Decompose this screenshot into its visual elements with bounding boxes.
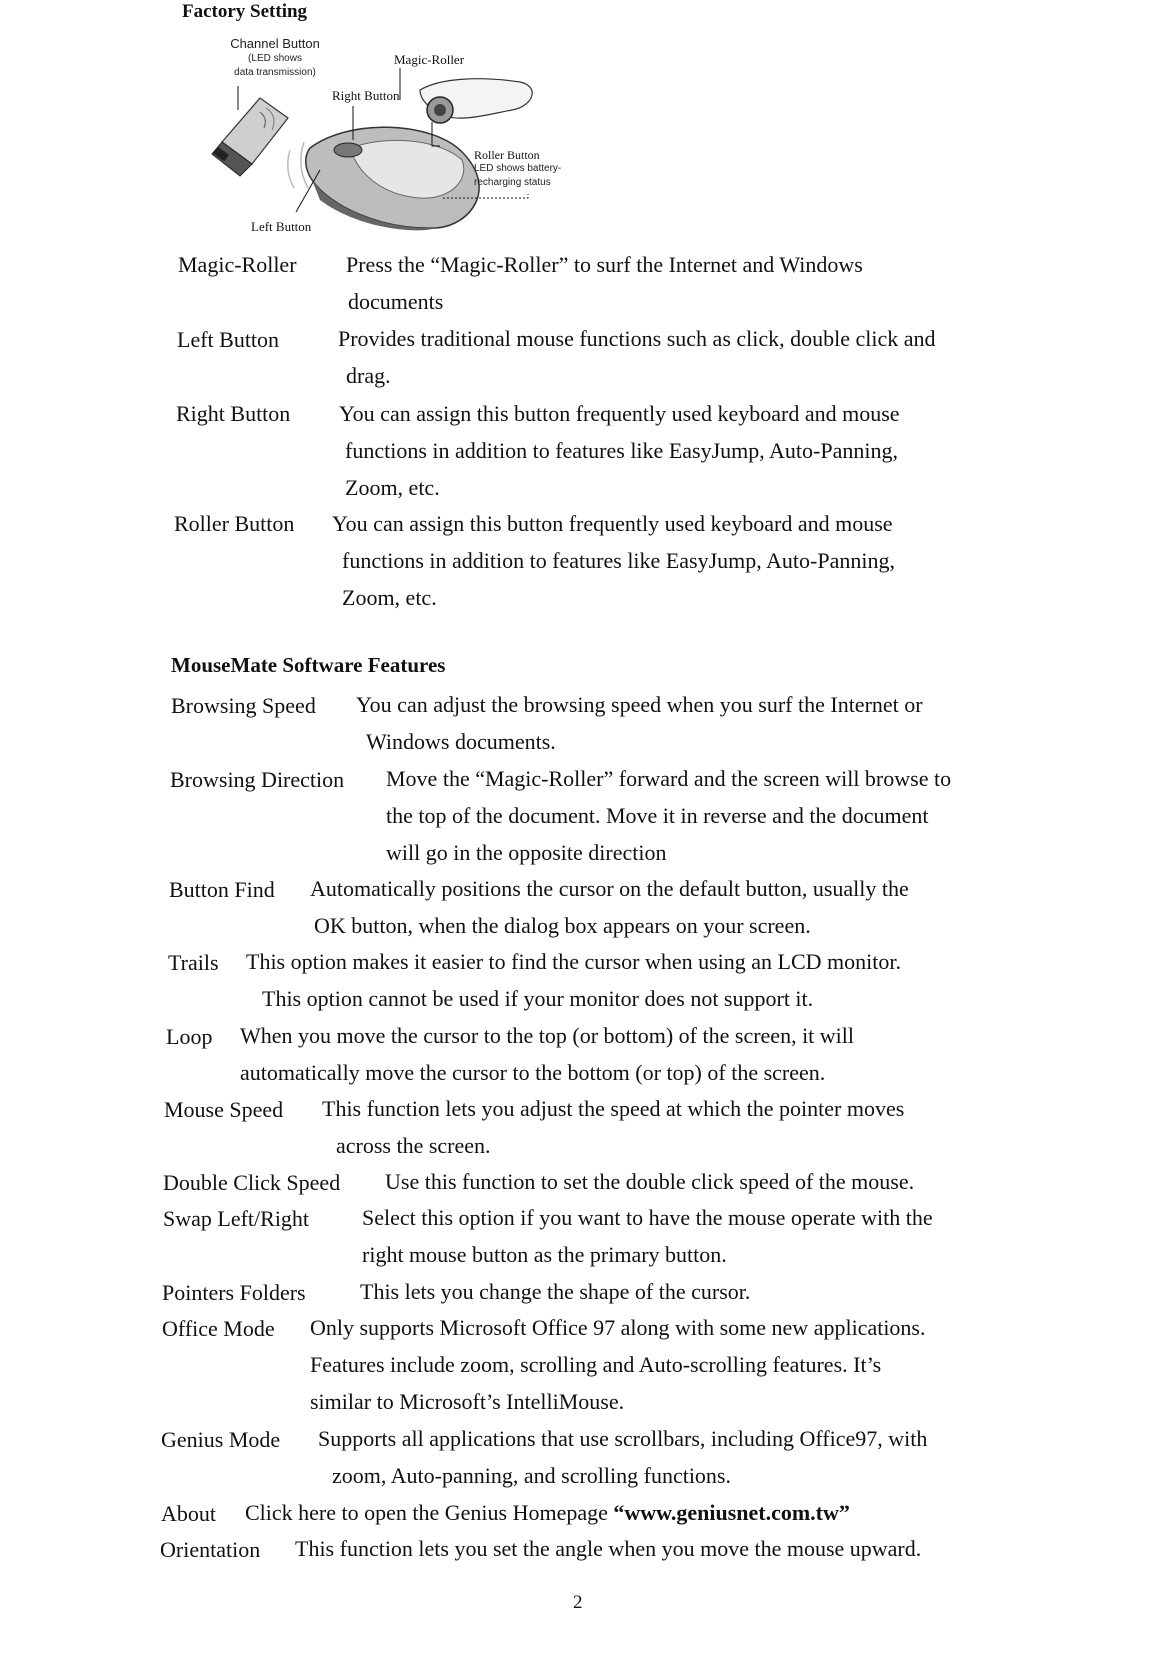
term-mouse-speed: Mouse Speed bbox=[164, 1097, 284, 1122]
desc-roller-button bbox=[332, 505, 895, 616]
desc-line: You can adjust the browsing speed when you surf the Internet or bbox=[356, 692, 923, 717]
desc-line: This option cannot be used if your monitor does not support it. bbox=[262, 986, 814, 1011]
term-right-button: Right Button bbox=[176, 401, 291, 426]
desc-office-mode bbox=[310, 1309, 926, 1420]
desc-line: similar to Microsoft’s IntelliMouse. bbox=[310, 1389, 625, 1414]
desc-line: Use this function to set the double click speed of the mouse. bbox=[385, 1169, 915, 1194]
callout-channel-button bbox=[223, 37, 327, 79]
desc-line: automatically move the cursor to the bottom (or top) of the screen. bbox=[240, 1060, 826, 1085]
callout-magic-roller: Magic-Roller bbox=[394, 52, 465, 67]
desc-line: This option makes it easier to find the cursor when using an LCD monitor. bbox=[246, 949, 902, 974]
desc-line: This function lets you set the angle when you move the mouse upward. bbox=[295, 1536, 922, 1561]
desc-pointers-folders bbox=[360, 1273, 750, 1310]
desc-line: documents bbox=[348, 289, 444, 314]
desc-line: right mouse button as the primary button. bbox=[362, 1242, 727, 1267]
desc-swap-left-right bbox=[362, 1199, 933, 1273]
term-office-mode: Office Mode bbox=[162, 1316, 275, 1341]
usb-receiver-icon bbox=[212, 98, 288, 176]
desc-line: Supports all applications that use scrollbars, including Office97, with bbox=[318, 1426, 928, 1451]
desc-line: across the screen. bbox=[336, 1133, 491, 1158]
hand-on-roller-icon bbox=[420, 79, 532, 123]
desc-mouse-speed bbox=[322, 1090, 904, 1164]
callout-right-button: Right Button bbox=[332, 88, 400, 103]
term-loop: Loop bbox=[166, 1024, 213, 1049]
desc-line: Zoom, etc. bbox=[342, 585, 437, 610]
desc-line: will go in the opposite direction bbox=[386, 840, 667, 865]
callout-channel-button-title: Channel Button bbox=[230, 36, 320, 51]
callout-roller-button bbox=[474, 148, 561, 190]
desc-line: functions in addition to features like EasyJump, Auto-Panning, bbox=[342, 548, 895, 573]
desc-line: When you move the cursor to the top (or bottom) of the screen, it will bbox=[240, 1023, 855, 1048]
term-about: About bbox=[161, 1501, 216, 1526]
desc-line: drag. bbox=[346, 363, 391, 388]
desc-line: OK button, when the dialog box appears on your screen. bbox=[314, 913, 811, 938]
term-button-find: Button Find bbox=[169, 877, 275, 902]
desc-line: You can assign this button frequently used keyboard and mouse bbox=[332, 511, 893, 536]
desc-line: Click here to open the Genius Homepage bbox=[245, 1500, 608, 1525]
term-browsing-direction: Browsing Direction bbox=[170, 767, 345, 792]
callout-channel-button-note-2: data transmission) bbox=[234, 67, 316, 78]
desc-line: Select this option if you want to have the mouse operate with the bbox=[362, 1205, 933, 1230]
desc-line: Windows documents. bbox=[366, 729, 556, 754]
desc-line: This function lets you adjust the speed at which the pointer moves bbox=[322, 1096, 905, 1121]
desc-trails bbox=[246, 943, 901, 1017]
callout-roller-button-title: Roller Button bbox=[474, 148, 540, 162]
figure-heading: Factory Setting bbox=[182, 1, 308, 22]
desc-loop bbox=[240, 1017, 854, 1091]
desc-browsing-direction bbox=[386, 760, 951, 871]
desc-line: Only supports Microsoft Office 97 along with some new applications. bbox=[310, 1315, 926, 1340]
desc-line: Zoom, etc. bbox=[345, 475, 440, 500]
desc-orientation bbox=[295, 1530, 921, 1567]
desc-line: Automatically positions the cursor on the default button, usually the bbox=[310, 876, 909, 901]
desc-line: This lets you change the shape of the cursor. bbox=[360, 1279, 751, 1304]
desc-browsing-speed bbox=[356, 686, 923, 760]
desc-magic-roller bbox=[346, 246, 863, 320]
desc-line: Press the “Magic-Roller” to surf the Internet and Windows bbox=[346, 252, 863, 277]
desc-line: You can assign this button frequently used keyboard and mouse bbox=[339, 401, 900, 426]
desc-line: zoom, Auto-panning, and scrolling functions. bbox=[332, 1463, 731, 1488]
mouse-icon bbox=[306, 127, 479, 230]
callout-channel-button-note-1: (LED shows bbox=[248, 53, 302, 64]
desc-line: functions in addition to features like EasyJump, Auto-Panning, bbox=[345, 438, 898, 463]
term-magic-roller: Magic-Roller bbox=[178, 252, 297, 277]
term-swap-left-right: Swap Left/Right bbox=[163, 1206, 310, 1231]
software-heading: MouseMate Software Features bbox=[171, 653, 446, 677]
term-browsing-speed: Browsing Speed bbox=[171, 693, 316, 718]
desc-about bbox=[245, 1494, 850, 1531]
term-trails: Trails bbox=[168, 950, 219, 975]
callout-roller-button-note-2: recharging status bbox=[474, 177, 551, 188]
desc-right-button bbox=[339, 395, 900, 506]
desc-line: Provides traditional mouse functions such as click, double click and bbox=[338, 326, 936, 351]
callout-left-button: Left Button bbox=[251, 219, 312, 234]
term-orientation: Orientation bbox=[160, 1537, 261, 1562]
genius-homepage-link[interactable]: “www.geniusnet.com.tw” bbox=[613, 1500, 850, 1525]
callout-roller-button-note-1: LED shows battery- bbox=[474, 163, 562, 174]
desc-line: Features include zoom, scrolling and Auto-scrolling features. It’s bbox=[310, 1352, 882, 1377]
desc-line: Move the “Magic-Roller” forward and the screen will browse to bbox=[386, 766, 952, 791]
page-number: 2 bbox=[573, 1592, 583, 1613]
desc-button-find bbox=[310, 870, 909, 944]
desc-line: the top of the document. Move it in reverse and the document bbox=[386, 803, 929, 828]
term-genius-mode: Genius Mode bbox=[161, 1427, 281, 1452]
term-left-button: Left Button bbox=[177, 327, 280, 352]
term-pointers-folders: Pointers Folders bbox=[162, 1280, 306, 1305]
term-roller-button: Roller Button bbox=[174, 511, 295, 536]
desc-genius-mode bbox=[318, 1420, 927, 1494]
term-double-click-speed: Double Click Speed bbox=[163, 1170, 341, 1195]
desc-double-click-speed bbox=[385, 1163, 914, 1200]
desc-left-button bbox=[338, 320, 936, 394]
